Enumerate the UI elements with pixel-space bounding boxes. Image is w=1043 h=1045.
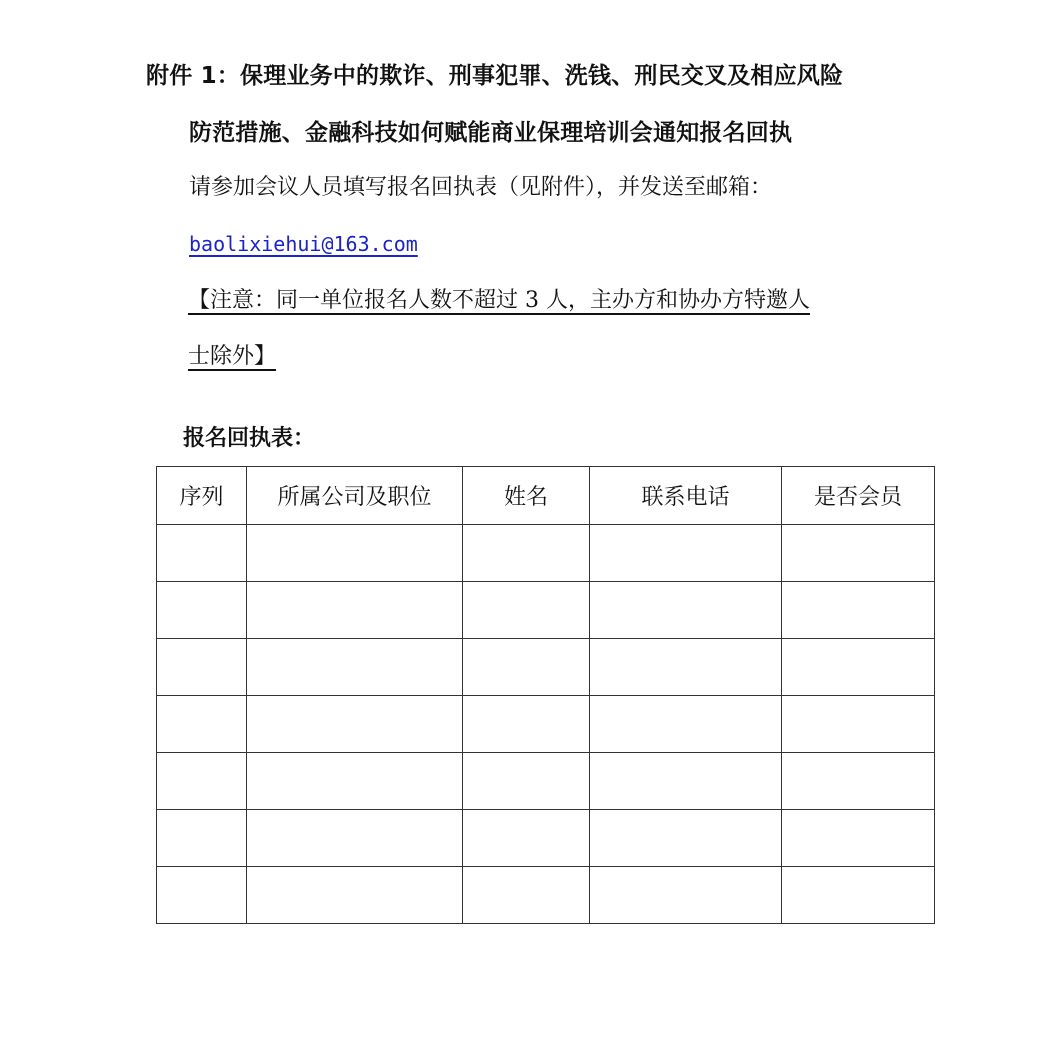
cell-company-position[interactable] <box>247 525 463 582</box>
cell-serial[interactable] <box>157 753 247 810</box>
notice-line-1: 【注意：同一单位报名人数不超过 3 人，主办方和协办方特邀人 <box>188 288 810 313</box>
cell-serial[interactable] <box>157 696 247 753</box>
table-label: 报名回执表： <box>183 426 316 451</box>
cell-company-position[interactable] <box>247 753 463 810</box>
cell-name[interactable] <box>463 867 590 924</box>
table-row <box>157 525 935 582</box>
document-title-line-2: 防范措施、金融科技如何赋能商业保理培训会通知报名回执 <box>189 120 793 146</box>
cell-company-position[interactable] <box>247 639 463 696</box>
cell-member[interactable] <box>782 639 935 696</box>
table-row <box>157 867 935 924</box>
header-serial: 序列 <box>157 467 247 525</box>
cell-member[interactable] <box>782 753 935 810</box>
table-row <box>157 753 935 810</box>
table-row <box>157 810 935 867</box>
cell-company-position[interactable] <box>247 582 463 639</box>
cell-phone[interactable] <box>590 582 782 639</box>
registration-table <box>156 466 935 924</box>
table-body <box>157 525 935 924</box>
cell-name[interactable] <box>463 582 590 639</box>
cell-member[interactable] <box>782 582 935 639</box>
cell-name[interactable] <box>463 696 590 753</box>
cell-phone[interactable] <box>590 753 782 810</box>
table-row <box>157 696 935 753</box>
cell-company-position[interactable] <box>247 810 463 867</box>
header-company-position: 所属公司及职位 <box>247 467 463 525</box>
cell-company-position[interactable] <box>247 696 463 753</box>
table-row <box>157 582 935 639</box>
instruction-text: 请参加会议人员填写报名回执表（见附件），并发送至邮箱： <box>189 175 773 200</box>
table-header-row <box>157 467 935 525</box>
cell-phone[interactable] <box>590 867 782 924</box>
cell-serial[interactable] <box>157 810 247 867</box>
table-row <box>157 639 935 696</box>
header-member: 是否会员 <box>782 467 935 525</box>
header-name: 姓名 <box>463 467 590 525</box>
cell-serial[interactable] <box>157 582 247 639</box>
cell-phone[interactable] <box>590 525 782 582</box>
header-phone: 联系电话 <box>590 467 782 525</box>
cell-member[interactable] <box>782 696 935 753</box>
cell-name[interactable] <box>463 753 590 810</box>
cell-phone[interactable] <box>590 696 782 753</box>
cell-serial[interactable] <box>157 639 247 696</box>
cell-member[interactable] <box>782 525 935 582</box>
cell-name[interactable] <box>463 810 590 867</box>
cell-serial[interactable] <box>157 525 247 582</box>
email-link[interactable]: baolixiehui@163.com <box>189 232 418 256</box>
cell-member[interactable] <box>782 867 935 924</box>
cell-phone[interactable] <box>590 810 782 867</box>
cell-phone[interactable] <box>590 639 782 696</box>
cell-company-position[interactable] <box>247 867 463 924</box>
document-title-line-1: 附件 1：保理业务中的欺诈、刑事犯罪、洗钱、刑民交叉及相应风险 <box>146 63 844 89</box>
cell-name[interactable] <box>463 639 590 696</box>
notice-line-2: 士除外】 <box>188 344 277 369</box>
cell-name[interactable] <box>463 525 590 582</box>
cell-serial[interactable] <box>157 867 247 924</box>
cell-member[interactable] <box>782 810 935 867</box>
